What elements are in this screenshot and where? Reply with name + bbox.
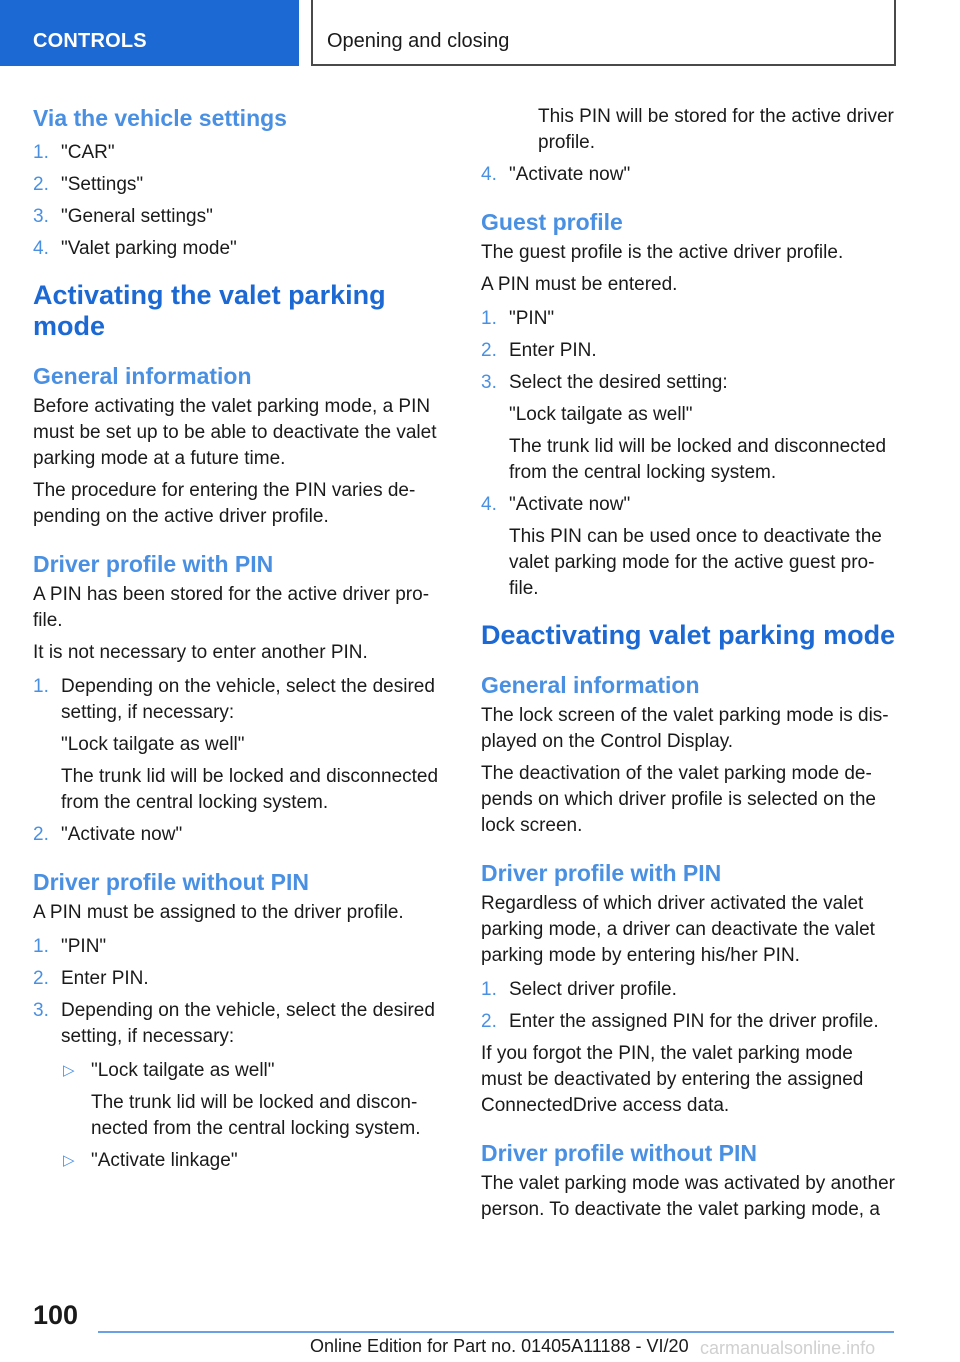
footer-divider bbox=[98, 1331, 894, 1333]
general-information-heading: General information bbox=[33, 363, 252, 389]
page-number: 100 bbox=[33, 1300, 79, 1330]
driver-profile-with-pin-heading: Driver profile with PIN bbox=[33, 551, 274, 577]
general-information-heading: General information bbox=[481, 672, 700, 698]
list-item bbox=[481, 306, 899, 332]
watermark: carmanualsonline.info bbox=[700, 1338, 876, 1358]
list-item bbox=[33, 998, 448, 1174]
paragraph: Before activating the valet parking mode, a PIN must be set up to be able to deactivate the valet parking mode at a future time. bbox=[33, 396, 437, 469]
step-text: "CAR" bbox=[61, 142, 115, 163]
list-item bbox=[33, 822, 448, 848]
guest-steps-list bbox=[481, 306, 899, 602]
step-detail: The trunk lid will be locked and disconnected from the central locking system. bbox=[509, 436, 887, 483]
step-number: 1. bbox=[33, 676, 49, 697]
paragraph: The procedure for entering the PIN varies de-pending on the active driver profile. bbox=[33, 480, 416, 527]
with-pin-steps-list bbox=[33, 674, 448, 848]
option-list bbox=[61, 1058, 448, 1174]
step-number: 4. bbox=[481, 494, 497, 515]
list-item bbox=[481, 338, 899, 364]
step-text: "Activate now" bbox=[509, 164, 631, 185]
list-item bbox=[33, 204, 448, 230]
step-text: Enter PIN. bbox=[61, 968, 149, 989]
step-text: "Settings" bbox=[61, 174, 144, 195]
triangle-bullet-icon: ▷ bbox=[63, 1062, 75, 1079]
step-number: 2. bbox=[481, 340, 497, 361]
step-text: "Valet parking mode" bbox=[61, 238, 237, 259]
step-number: 3. bbox=[33, 1000, 49, 1021]
chapter-title: Opening and closing bbox=[311, 0, 896, 66]
via-vehicle-settings-heading: Via the vehicle settings bbox=[33, 105, 287, 131]
step-text: "Activate now" bbox=[509, 494, 631, 515]
edition-note: Online Edition for Part no. 01405A11188 - VI/20 bbox=[310, 1336, 689, 1356]
section-tab: CONTROLS bbox=[0, 0, 299, 66]
step-text: Select the desired setting: bbox=[509, 372, 728, 393]
paragraph: If you forgot the PIN, the valet parking mode must be deactivated by entering the assigned ConnectedDrive access data. bbox=[481, 1043, 864, 1116]
paragraph: A PIN must be assigned to the driver profile. bbox=[33, 902, 404, 923]
step-number: 1. bbox=[33, 936, 49, 957]
step-text: "PIN" bbox=[509, 308, 555, 329]
step-number: 4. bbox=[33, 238, 49, 259]
step-number: 1. bbox=[481, 979, 497, 1000]
step-number: 3. bbox=[33, 206, 49, 227]
step-text: "Activate now" bbox=[61, 824, 183, 845]
list-item bbox=[481, 492, 899, 602]
continued-step-detail: This PIN will be stored for the active driver profile. bbox=[538, 106, 894, 153]
driver-profile-with-pin-heading: Driver profile with PIN bbox=[481, 860, 722, 886]
activating-heading: Activating the valet parking mode bbox=[33, 280, 386, 341]
via-steps-list bbox=[33, 140, 448, 262]
list-item bbox=[481, 977, 899, 1003]
step-text: Depending on the vehicle, select the desired setting, if necessary: bbox=[61, 1000, 435, 1047]
right-column bbox=[481, 104, 899, 1229]
list-item bbox=[33, 674, 448, 816]
step-text: Enter PIN. bbox=[509, 340, 597, 361]
list-item bbox=[61, 1058, 448, 1142]
paragraph: The guest profile is the active driver profile. bbox=[481, 242, 844, 263]
paragraph: The deactivation of the valet parking mode de-pends on which driver profile is selected on the lock screen. bbox=[481, 763, 877, 836]
step-text: Enter the assigned PIN for the driver profile. bbox=[509, 1011, 879, 1032]
list-item bbox=[33, 172, 448, 198]
list-item bbox=[33, 140, 448, 166]
list-item bbox=[33, 966, 448, 992]
list-item bbox=[61, 1148, 448, 1174]
paragraph: Regardless of which driver activated the valet parking mode, a driver can deactivate the valet parking mode by entering his/her PIN. bbox=[481, 893, 875, 966]
option-text: "Lock tailgate as well" bbox=[91, 1060, 275, 1081]
list-item bbox=[33, 236, 448, 262]
list-item bbox=[481, 162, 899, 188]
step-number: 2. bbox=[33, 824, 49, 845]
step-number: 3. bbox=[481, 372, 497, 393]
paragraph: It is not necessary to enter another PIN. bbox=[33, 642, 368, 663]
deactivating-heading: Deactivating valet parking mode bbox=[481, 620, 896, 650]
option-text: "Activate linkage" bbox=[91, 1150, 238, 1171]
list-item bbox=[33, 934, 448, 960]
step-option: "Lock tailgate as well" bbox=[509, 404, 693, 425]
step-text: "PIN" bbox=[61, 936, 107, 957]
option-detail: The trunk lid will be locked and discon-nected from the central locking system. bbox=[91, 1092, 421, 1139]
step-number: 1. bbox=[33, 142, 49, 163]
list-item bbox=[481, 370, 899, 486]
step-text: Select driver profile. bbox=[509, 979, 677, 1000]
deactivate-with-pin-steps-list bbox=[481, 977, 899, 1035]
paragraph: A PIN must be entered. bbox=[481, 274, 678, 295]
step-number: 2. bbox=[33, 968, 49, 989]
step-option: "Lock tailgate as well" bbox=[61, 734, 245, 755]
left-column bbox=[33, 100, 448, 1180]
guest-profile-heading: Guest profile bbox=[481, 209, 623, 235]
paragraph: The lock screen of the valet parking mode is dis-played on the Control Display. bbox=[481, 705, 889, 752]
list-item bbox=[481, 1009, 899, 1035]
continued-steps-list bbox=[481, 162, 899, 188]
driver-profile-without-pin-heading: Driver profile without PIN bbox=[481, 1140, 758, 1166]
step-number: 1. bbox=[481, 308, 497, 329]
step-number: 2. bbox=[481, 1011, 497, 1032]
triangle-bullet-icon: ▷ bbox=[63, 1152, 75, 1169]
step-detail: The trunk lid will be locked and disconnected from the central locking system. bbox=[61, 766, 439, 813]
paragraph: The valet parking mode was activated by another person. To deactivate the valet parking mode, a bbox=[481, 1173, 896, 1220]
paragraph: A PIN has been stored for the active driver pro-file. bbox=[33, 584, 430, 631]
step-text: Depending on the vehicle, select the desired setting, if necessary: bbox=[61, 676, 435, 723]
driver-profile-without-pin-heading: Driver profile without PIN bbox=[33, 869, 310, 895]
without-pin-steps-list bbox=[33, 934, 448, 1174]
step-text: "General settings" bbox=[61, 206, 213, 227]
step-detail: This PIN can be used once to deactivate the valet parking mode for the active guest pro-file. bbox=[509, 526, 882, 599]
step-number: 4. bbox=[481, 164, 497, 185]
step-number: 2. bbox=[33, 174, 49, 195]
